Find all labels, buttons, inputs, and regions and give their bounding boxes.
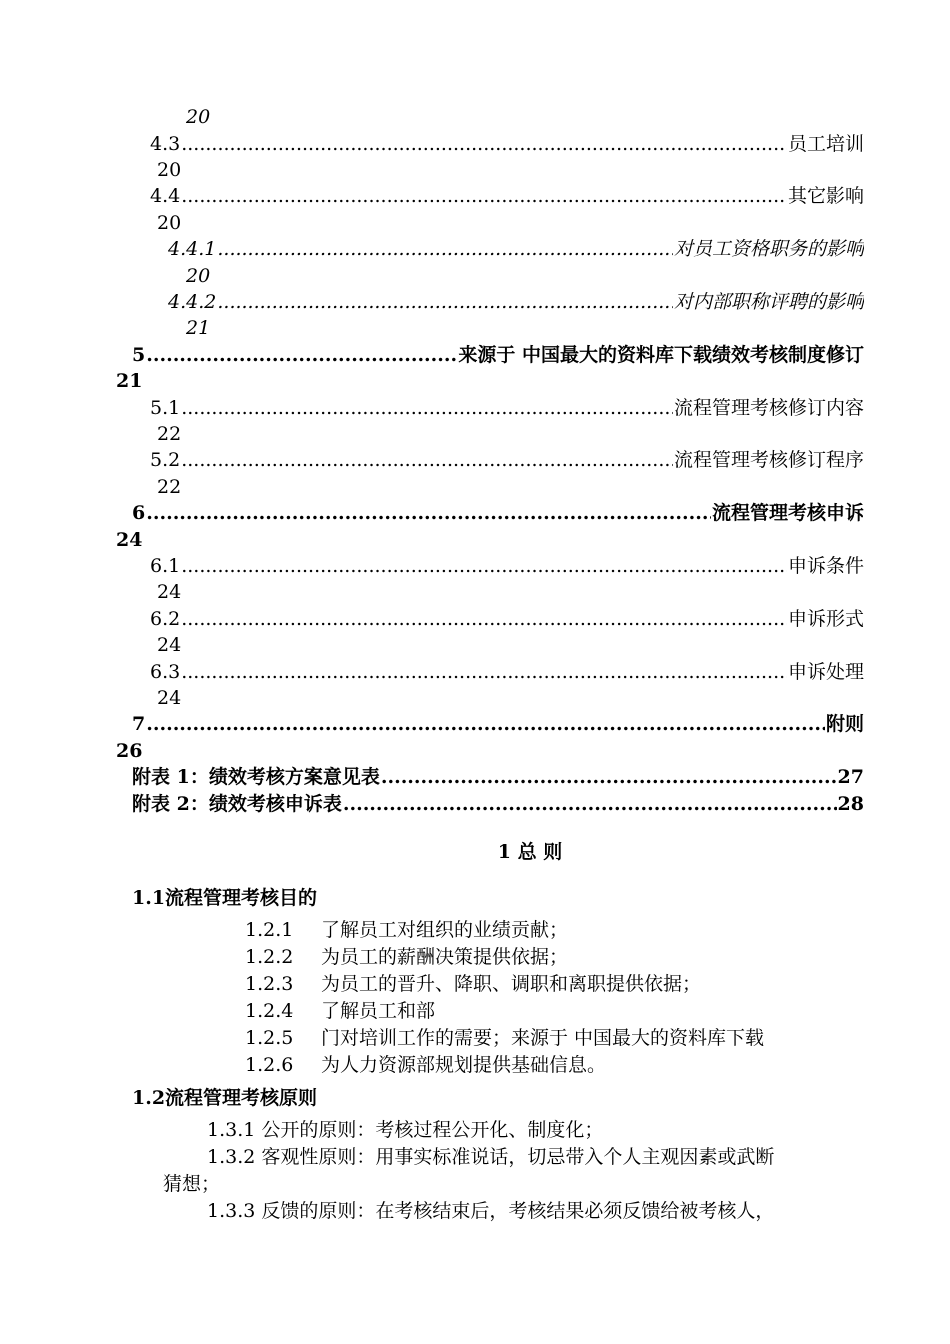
toc-leader-dots: [146, 500, 711, 526]
toc-entry-7[interactable]: [132, 711, 864, 737]
para-number: 1.3.1: [207, 1119, 256, 1141]
toc-entry-number: 5: [132, 344, 146, 366]
toc-entry-6-3[interactable]: [150, 659, 864, 685]
toc-entry-5[interactable]: [132, 342, 864, 368]
toc-page-number: 24: [157, 634, 182, 656]
toc-entry-4-4-1[interactable]: [168, 236, 864, 262]
toc-entry-title: 来源于 中国最大的资料库下载绩效考核制度修订: [458, 344, 864, 366]
paragraph: [207, 1116, 603, 1144]
toc-page-number: 26: [116, 740, 143, 762]
toc-leader-dots: [181, 131, 787, 157]
toc-leader-dots: [146, 711, 825, 737]
toc-page-number: 22: [157, 476, 182, 498]
toc-page-number: 21: [116, 370, 143, 392]
section-heading-1-2: 1.2流程管理考核原则: [132, 1087, 318, 1109]
toc-entry-title: 员工培训: [787, 133, 864, 155]
toc-entry-4-4[interactable]: [150, 183, 864, 209]
toc-leader-dots: [181, 447, 673, 473]
toc-entry-4-4-2[interactable]: [168, 289, 864, 315]
toc-leader-dots: [181, 659, 787, 685]
paragraph: [207, 1143, 774, 1171]
item-text: 了解员工和部: [321, 1000, 436, 1022]
toc-entry-number: 4.4: [150, 185, 181, 207]
para-number: 1.3.3: [207, 1200, 256, 1222]
toc-entry-4-3[interactable]: [150, 131, 864, 157]
toc-entry-number: 5.1: [150, 397, 181, 419]
toc-entry-title: 附表 2：绩效考核申诉表: [132, 793, 342, 815]
toc-entry-number: 6.3: [150, 661, 181, 683]
list-item: [245, 997, 435, 1025]
list-item: [245, 970, 701, 998]
toc-entry-title: 流程管理考核申诉: [711, 502, 864, 524]
toc-entry-title: 对员工资格职务的影响: [673, 238, 864, 260]
toc-page-number: 20: [157, 159, 182, 181]
toc-entry-title: 附表 1：绩效考核方案意见表: [132, 766, 380, 788]
toc-entry-number: 6: [132, 502, 146, 524]
toc-entry-6-1[interactable]: [150, 553, 864, 579]
item-number: 1.2.4: [245, 1000, 294, 1022]
toc-entry-5-2[interactable]: [150, 447, 864, 473]
toc-entry-title: 申诉条件: [787, 555, 864, 577]
toc-leader-dots: [146, 342, 457, 368]
toc-entry-number: 4.4.2: [168, 291, 217, 313]
toc-entry-title: 流程管理考核修订程序: [673, 449, 864, 471]
toc-leader-dots: [181, 553, 787, 579]
toc-page-number: 24: [116, 529, 143, 551]
para-text: 客观性原则：用事实标准说话，切忌带入个人主观因素或武断: [261, 1146, 775, 1168]
list-item: [245, 1024, 764, 1052]
toc-entry-number: 6.1: [150, 555, 181, 577]
toc-leader-dots: [217, 289, 673, 315]
toc-leader-dots: [181, 183, 787, 209]
item-number: 1.2.5: [245, 1027, 294, 1049]
item-number: 1.2.2: [245, 946, 294, 968]
paragraph-continuation: [163, 1170, 220, 1198]
item-text: 为员工的晋升、降职、调职和离职提供依据；: [321, 973, 702, 995]
item-text: 为员工的薪酬决策提供依据；: [321, 946, 569, 968]
toc-leader-dots: [381, 764, 837, 790]
paragraph: [207, 1197, 774, 1225]
toc-entry-title: 流程管理考核修订内容: [673, 397, 864, 419]
para-text: 猜想；: [163, 1173, 221, 1195]
toc-page-number: 20: [186, 106, 211, 128]
item-text: 为人力资源部规划提供基础信息。: [321, 1054, 607, 1076]
toc-entry-title: 附则: [825, 713, 864, 735]
para-number: 1.3.2: [207, 1146, 256, 1168]
toc-entry-title: 申诉处理: [787, 661, 864, 683]
toc-entry-6[interactable]: [132, 500, 864, 526]
toc-entry-number: 4.4.1: [168, 238, 217, 260]
item-number: 1.2.6: [245, 1054, 294, 1076]
list-item: [245, 1051, 606, 1079]
list-item: [245, 943, 568, 971]
toc-leader-dots: [217, 236, 673, 262]
para-text: 公开的原则：考核过程公开化、制度化；: [261, 1119, 604, 1141]
toc-entry-title: 申诉形式: [787, 608, 864, 630]
toc-entry-number: 6.2: [150, 608, 181, 630]
toc-page-number: 20: [157, 212, 182, 234]
toc-leader-dots: [343, 791, 837, 817]
section-heading-1-1: 1.1流程管理考核目的: [132, 887, 318, 909]
toc-page-number: 21: [186, 317, 211, 339]
toc-entry-number: 5.2: [150, 449, 181, 471]
item-number: 1.2.1: [245, 919, 294, 941]
toc-entry-page: 27: [837, 766, 864, 788]
toc-entry-number: 4.3: [150, 133, 181, 155]
toc-entry-5-1[interactable]: [150, 395, 864, 421]
toc-page-number: 24: [157, 581, 182, 603]
item-text: 了解员工对组织的业绩贡献；: [321, 919, 569, 941]
toc-entry-appendix-2[interactable]: [132, 791, 864, 817]
toc-page-number: 20: [186, 265, 211, 287]
toc-leader-dots: [181, 395, 673, 421]
item-text: 门对培训工作的需要；来源于 中国最大的资料库下载: [321, 1027, 765, 1049]
toc-page-number: 24: [157, 687, 182, 709]
toc-entry-title: 对内部职称评聘的影响: [673, 291, 864, 313]
toc-entry-page: 28: [837, 793, 864, 815]
toc-entry-6-2[interactable]: [150, 606, 864, 632]
toc-entry-title: 其它影响: [787, 185, 864, 207]
list-item: [245, 916, 568, 944]
para-text: 反馈的原则：在考核结束后，考核结果必须反馈给被考核人，: [261, 1200, 775, 1222]
toc-entry-appendix-1[interactable]: [132, 764, 864, 790]
toc-page-number: 22: [157, 423, 182, 445]
chapter-title: 1 总 则: [497, 841, 563, 863]
item-number: 1.2.3: [245, 973, 294, 995]
toc-leader-dots: [181, 606, 787, 632]
toc-entry-number: 7: [132, 713, 146, 735]
